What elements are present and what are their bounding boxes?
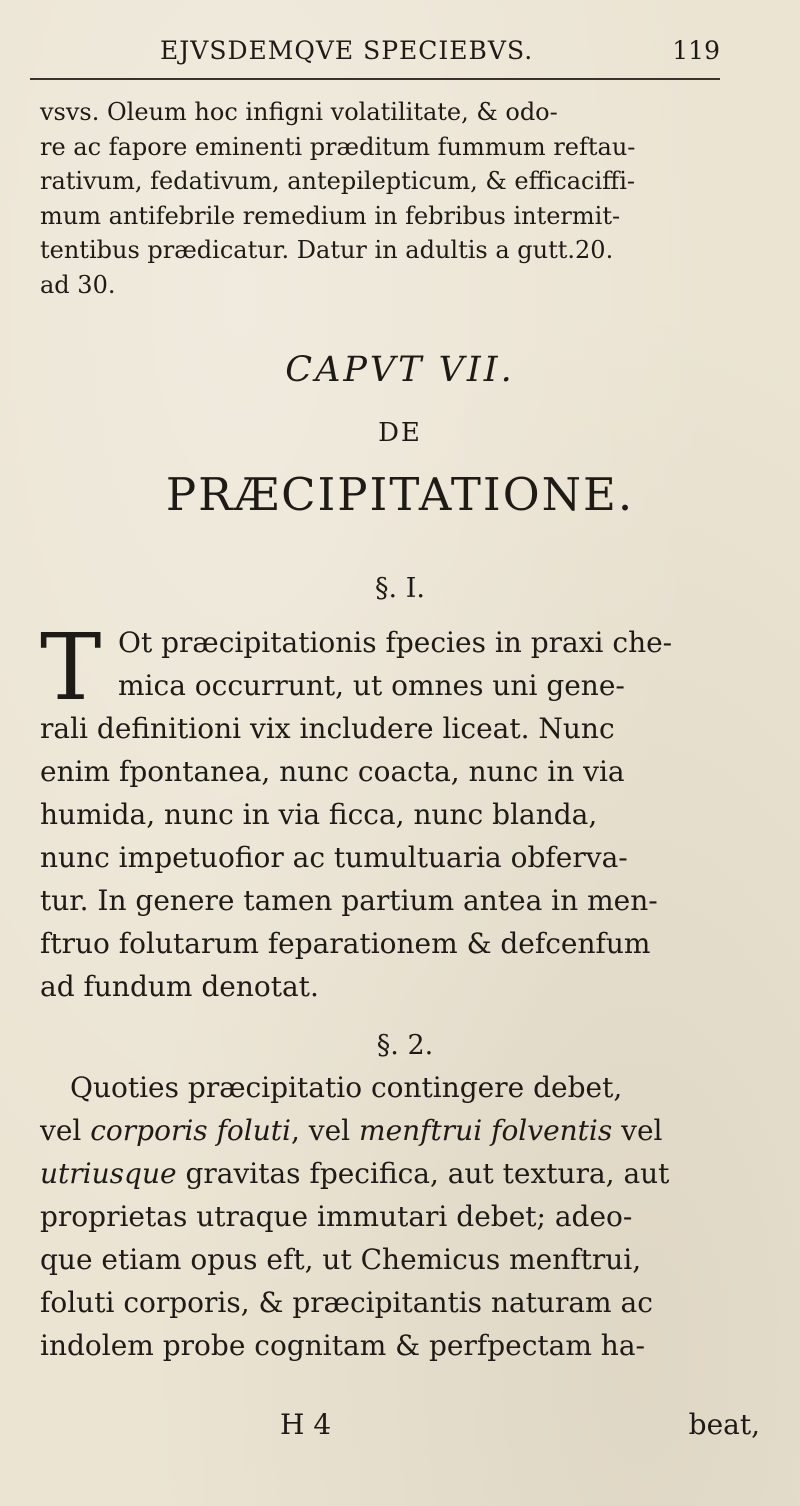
text-line: rativum, fedativum, antepilepticum, & efficaciffi-	[40, 167, 635, 195]
text-line: vsvs. Oleum hoc infigni volatilitate, & odo-	[40, 98, 558, 126]
text-line: humida, nunc in via ficca, nunc blanda,	[40, 798, 598, 831]
italic-term: menftrui folventis	[359, 1114, 613, 1147]
text-line: proprietas utraque immutari debet; adeo-	[40, 1200, 633, 1233]
text-line: ad 30.	[40, 270, 116, 299]
catchword: beat,	[688, 1408, 760, 1441]
chapter-title: PRÆCIPITATIONE.	[165, 468, 635, 521]
section-mark-2: §. 2.	[376, 1030, 434, 1061]
page-footer	[40, 1408, 760, 1448]
top-paragraph	[40, 95, 760, 302]
chapter-label: CAPVT VII.	[285, 350, 515, 390]
text-span: vel	[40, 1114, 91, 1147]
page-number: 119	[672, 36, 720, 65]
text-line: mum antifebrile remedium in febribus intermit-	[40, 201, 621, 230]
text-line: nunc impetuofior ac tumultuaria obferva-	[40, 841, 628, 874]
text-line: Ot præcipitationis fpecies in praxi che-	[118, 626, 673, 659]
text-line: ftruo folutarum feparationem & defcenfum	[40, 927, 651, 960]
chapter-de: DE	[378, 418, 422, 448]
text-line: mica occurrunt, ut omnes uni gene-	[118, 669, 625, 702]
running-head	[150, 36, 720, 76]
text-line: re ac fapore eminenti præditum fummum reftau-	[40, 132, 636, 161]
text-line: foluti corporis, & præcipitantis naturam ac	[40, 1286, 653, 1319]
section-2-paragraph	[40, 1066, 760, 1367]
text-line: enim fpontanea, nunc coacta, nunc in via	[40, 755, 625, 788]
text-span: gravitas fpecifica, aut textura, aut	[176, 1157, 670, 1190]
section-mark-1: §. I.	[375, 573, 425, 604]
italic-term: corporis foluti	[90, 1114, 291, 1147]
text-line: tur. In genere tamen partium antea in men-	[40, 884, 658, 917]
text-line	[40, 1152, 760, 1195]
text-span: , vel	[290, 1114, 360, 1147]
text-span: vel	[612, 1114, 663, 1147]
text-line: que etiam opus eft, ut Chemicus menftrui,	[40, 1243, 642, 1276]
header-rule	[30, 78, 720, 80]
text-line: Quoties præcipitatio contingere debet,	[70, 1071, 623, 1104]
running-title: EJVSDEMQVE SPECIEBVS.	[160, 36, 534, 65]
drop-cap: T	[40, 614, 102, 721]
signature-mark: H 4	[280, 1408, 332, 1441]
italic-term: utriusque	[40, 1157, 177, 1190]
section-1-paragraph	[40, 614, 760, 1008]
text-line: rali definitioni vix includere liceat. Nunc	[40, 712, 615, 745]
text-line: tentibus prædicatur. Datur in adultis a gutt.20.	[40, 236, 614, 264]
text-line: ad fundum denotat.	[40, 970, 319, 1003]
text-line: indolem probe cognitam & perfpectam ha-	[40, 1329, 645, 1362]
text-line	[40, 1109, 760, 1152]
